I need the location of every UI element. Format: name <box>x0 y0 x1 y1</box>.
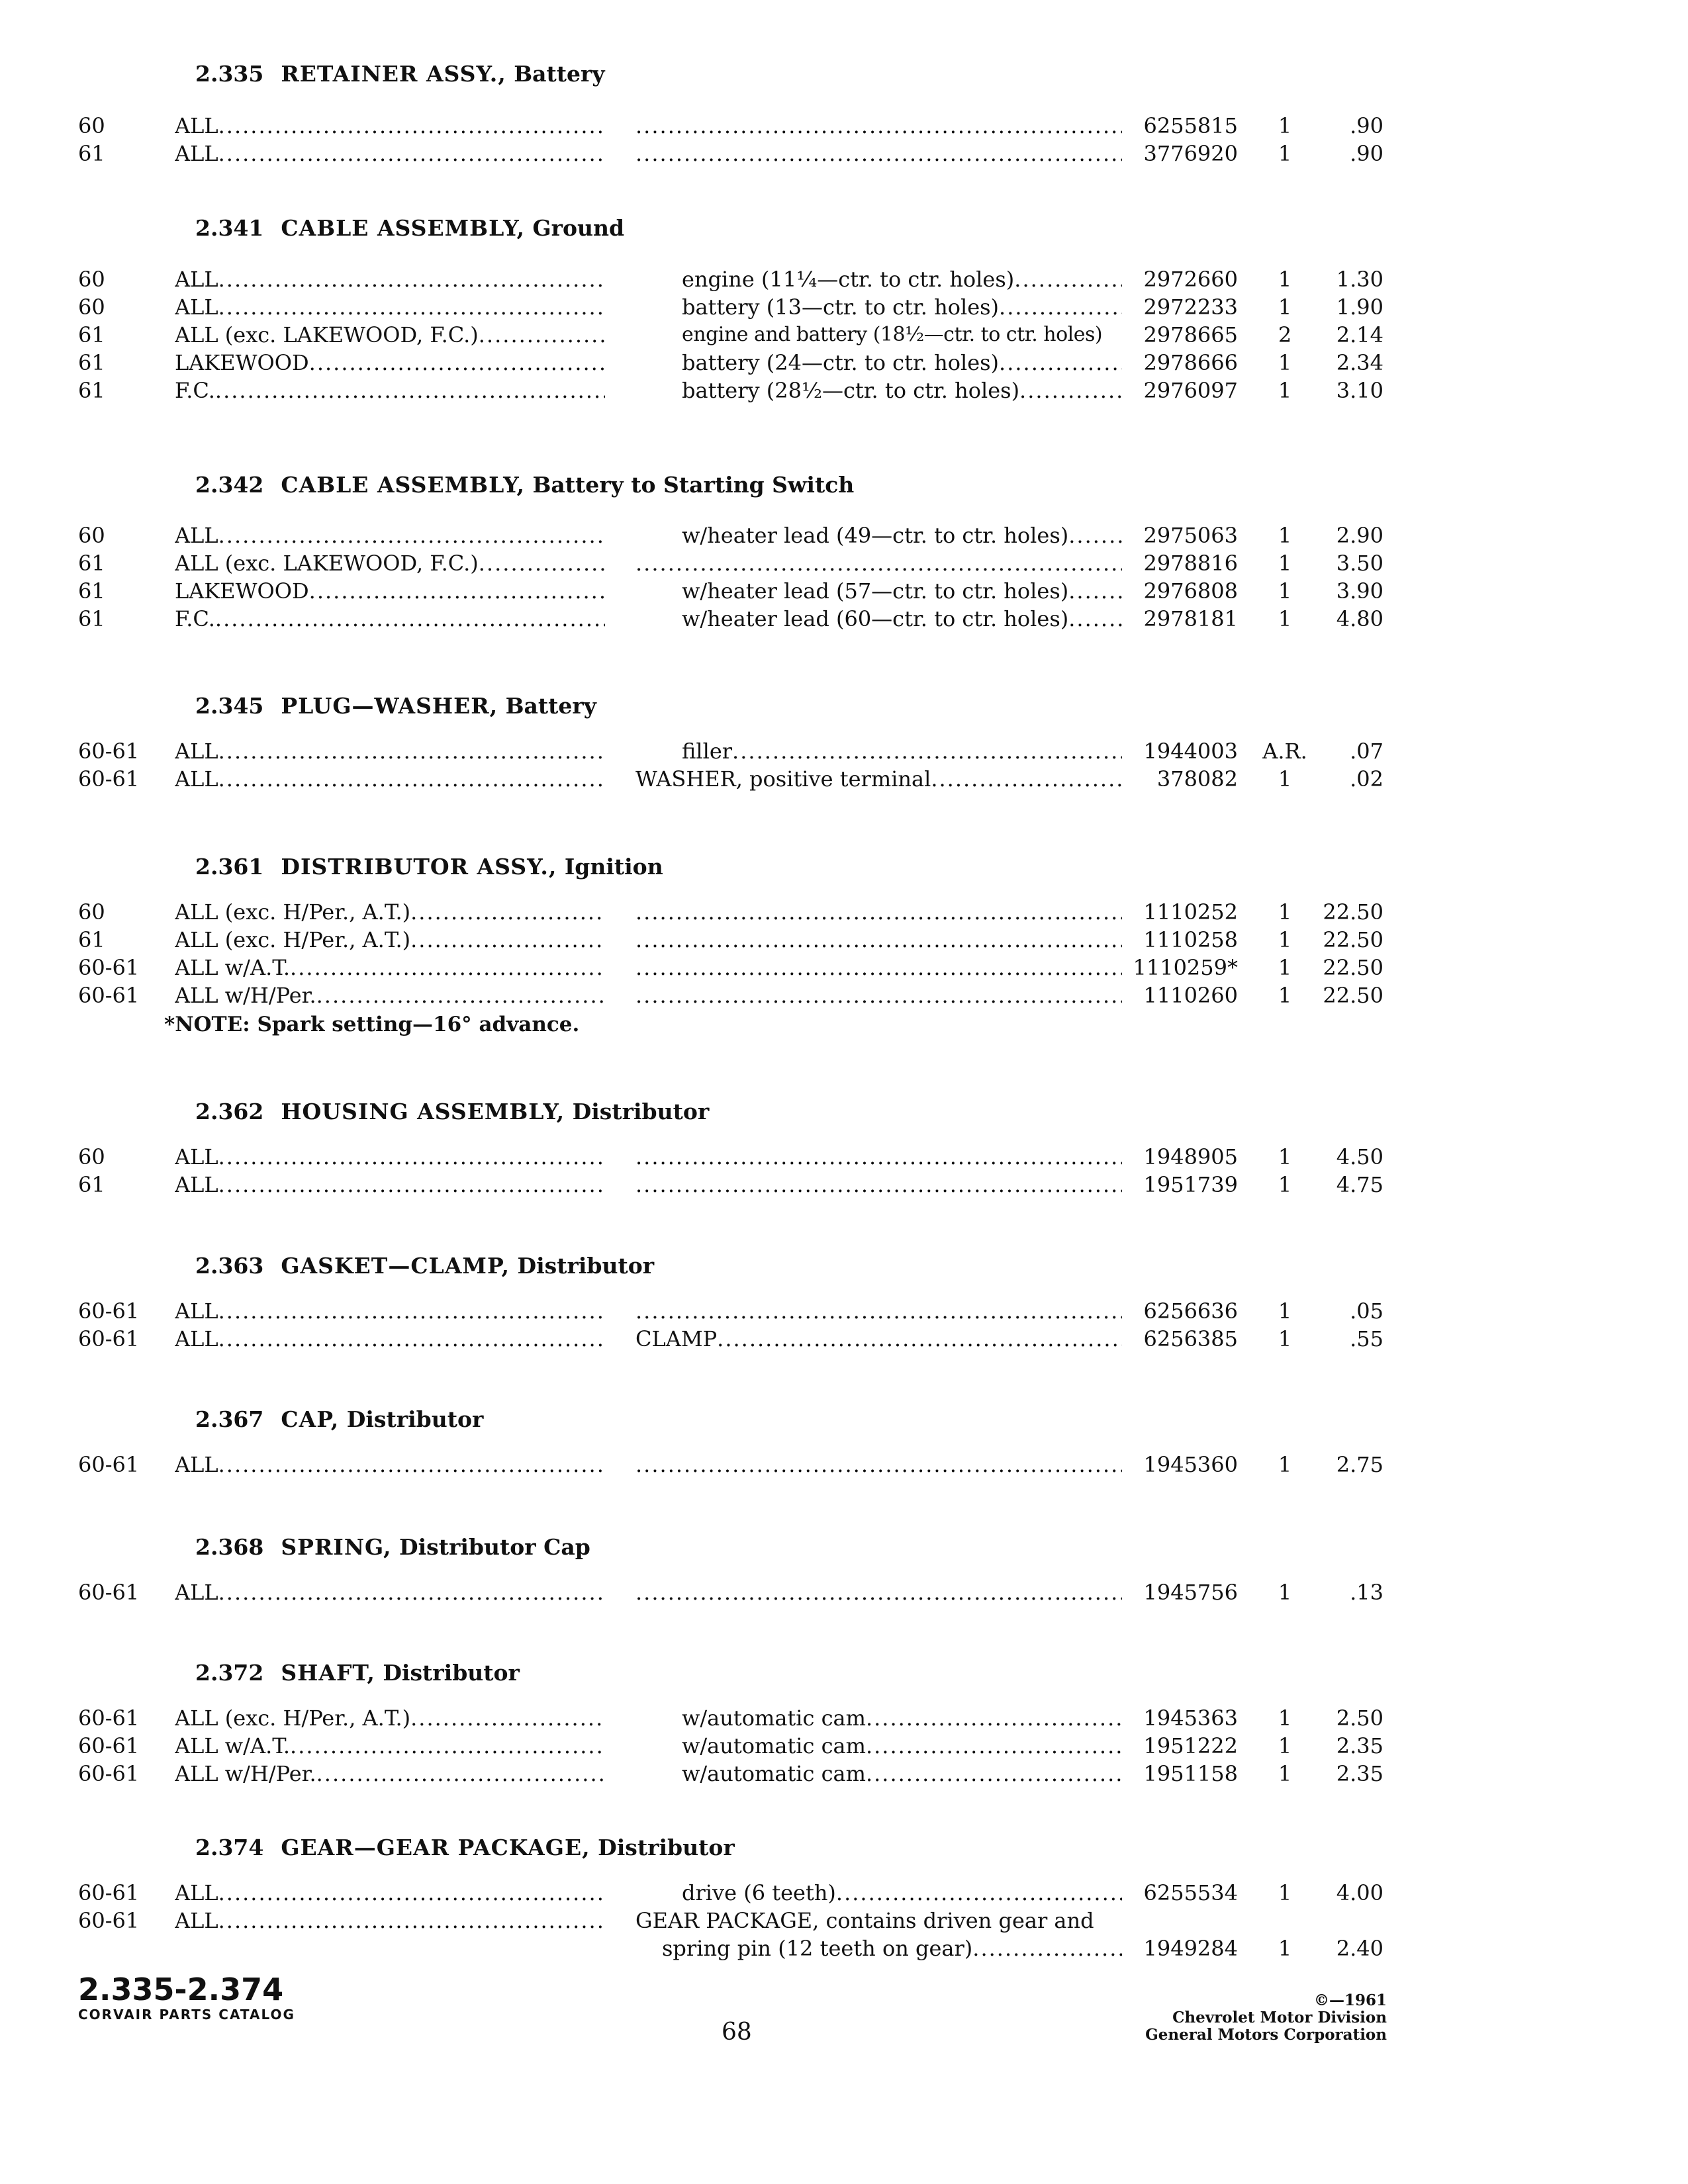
year-cell: 60 <box>78 113 105 138</box>
part-number-cell: 1110259* <box>1133 955 1238 980</box>
quantity-cell: 1 <box>1278 378 1292 403</box>
price-cell: 1.90 <box>1336 295 1383 320</box>
section-number: 2.362 <box>195 1099 264 1124</box>
year-cell: 60-61 <box>78 739 140 764</box>
description-cell: battery (28½—ctr. to ctr. holes) ..... <box>682 376 1122 405</box>
section-number: 2.361 <box>195 854 264 880</box>
quantity-cell: 1 <box>1278 983 1292 1008</box>
section-heading <box>195 472 854 498</box>
year-cell: 61 <box>78 927 105 952</box>
section-title: RETAINER ASSY., <box>281 61 506 87</box>
section-subtitle: Ignition <box>564 854 663 880</box>
description-cell: drive (6 teeth) ..... <box>682 1878 1122 1907</box>
model-cell: ALL (exc. LAKEWOOD, F.C.) ..... <box>175 320 605 349</box>
model-cell: ALL ..... <box>175 764 605 794</box>
footer-publisher <box>1145 1992 1387 2044</box>
description-cell: w/heater lead (57—ctr. to ctr. holes) ..... <box>682 576 1122 606</box>
part-number-cell: 2978816 <box>1143 551 1238 576</box>
price-cell: 22.50 <box>1323 899 1383 925</box>
quantity-cell: 1 <box>1278 350 1292 375</box>
section-number: 2.341 <box>195 215 264 241</box>
description-cell <box>635 925 1122 954</box>
year-cell: 60-61 <box>78 955 140 980</box>
model-cell: F.C. ..... <box>175 604 605 633</box>
part-number-cell: 6255534 <box>1143 1880 1238 1905</box>
quantity-cell: 1 <box>1278 1880 1292 1905</box>
year-cell: 60 <box>78 295 105 320</box>
quantity-cell: 1 <box>1278 1936 1292 1961</box>
description-cell: engine and battery (18½—ctr. to ctr. holes) <box>682 323 1103 346</box>
price-cell: 4.00 <box>1336 1880 1383 1905</box>
model-cell: ALL ..... <box>175 737 605 766</box>
part-number-cell: 2976097 <box>1143 378 1238 403</box>
table-row <box>0 521 1688 550</box>
year-cell: 61 <box>78 606 105 631</box>
section-number: 2.368 <box>195 1534 264 1560</box>
year-cell: 60-61 <box>78 766 140 792</box>
price-cell: 4.50 <box>1336 1144 1383 1169</box>
table-row <box>0 1170 1688 1199</box>
model-cell: ALL ..... <box>175 1450 605 1479</box>
table-row <box>0 549 1688 578</box>
part-number-cell: 3776920 <box>1143 141 1238 166</box>
price-cell: 22.50 <box>1323 955 1383 980</box>
year-cell: 60-61 <box>78 1733 140 1758</box>
table-row <box>0 576 1688 606</box>
part-number-cell: 6255815 <box>1143 113 1238 138</box>
model-cell: ALL (exc. H/Per., A.T.) ..... <box>175 925 605 954</box>
table-row <box>0 139 1688 168</box>
part-number-cell: 378082 <box>1156 766 1238 792</box>
quantity-cell: 1 <box>1278 955 1292 980</box>
part-number-cell: 1951158 <box>1143 1761 1238 1786</box>
quantity-cell: 1 <box>1278 523 1292 548</box>
table-row <box>0 1731 1688 1760</box>
section-heading <box>195 1534 590 1560</box>
quantity-cell: 1 <box>1278 578 1292 604</box>
price-cell: .90 <box>1350 141 1383 166</box>
price-cell: 3.50 <box>1336 551 1383 576</box>
model-cell: ALL ..... <box>175 265 605 294</box>
part-number-cell: 1949284 <box>1143 1936 1238 1961</box>
section-subtitle: Ground <box>532 215 625 241</box>
model-cell: ALL ..... <box>175 1142 605 1171</box>
table-row <box>0 1450 1688 1479</box>
description-cell <box>635 981 1122 1010</box>
description-cell <box>635 1142 1122 1171</box>
part-number-cell: 1951739 <box>1143 1172 1238 1197</box>
price-cell: .55 <box>1350 1326 1383 1351</box>
section-number: 2.374 <box>195 1835 264 1860</box>
model-cell: ALL ..... <box>175 521 605 550</box>
quantity-cell: 1 <box>1278 1298 1292 1324</box>
price-cell: 2.35 <box>1336 1761 1383 1786</box>
table-row <box>0 953 1688 982</box>
year-cell: 61 <box>78 350 105 375</box>
table-row <box>0 320 1688 349</box>
model-cell: ALL w/H/Per. ..... <box>175 1759 605 1788</box>
year-cell: 60-61 <box>78 1706 140 1731</box>
description-cell <box>635 111 1122 140</box>
price-cell: 2.40 <box>1336 1936 1383 1961</box>
description-cell: GEAR PACKAGE, contains driven gear and <box>635 1908 1094 1933</box>
year-cell: 60 <box>78 899 105 925</box>
model-cell: F.C. ..... <box>175 376 605 405</box>
section-subtitle: Distributor <box>598 1835 735 1860</box>
price-cell: 2.50 <box>1336 1706 1383 1731</box>
table-row <box>0 265 1688 294</box>
part-number-cell: 1110258 <box>1143 927 1238 952</box>
description-cell <box>635 953 1122 982</box>
model-cell: ALL ..... <box>175 1906 605 1935</box>
section-number: 2.367 <box>195 1406 264 1432</box>
description-cell: spring pin (12 teeth on gear) ..... <box>662 1934 1122 1963</box>
section-number: 2.335 <box>195 61 264 87</box>
model-cell: ALL (exc. H/Per., A.T.) ..... <box>175 1704 605 1733</box>
section-subtitle: Battery to Starting Switch <box>532 472 855 498</box>
table-row <box>0 737 1688 766</box>
year-cell: 61 <box>78 322 105 347</box>
section-title: CABLE ASSEMBLY, <box>281 215 525 241</box>
quantity-cell: 1 <box>1278 1172 1292 1197</box>
year-cell: 60-61 <box>78 1298 140 1324</box>
part-number-cell: 1110260 <box>1143 983 1238 1008</box>
part-number-cell: 6256636 <box>1143 1298 1238 1324</box>
part-number-cell: 2975063 <box>1143 523 1238 548</box>
description-cell: w/heater lead (49—ctr. to ctr. holes) ..... <box>682 521 1122 550</box>
description-cell: CLAMP ..... <box>635 1324 1122 1353</box>
part-number-cell: 6256385 <box>1143 1326 1238 1351</box>
description-cell <box>635 897 1122 927</box>
section-heading <box>195 1660 520 1686</box>
table-row <box>0 1906 1688 1935</box>
price-cell: 22.50 <box>1323 983 1383 1008</box>
description-cell <box>635 1297 1122 1326</box>
section-number: 2.372 <box>195 1660 264 1686</box>
part-number-cell: 1945360 <box>1143 1452 1238 1477</box>
part-number-cell: 2978666 <box>1143 350 1238 375</box>
section-title: PLUG—WASHER, <box>281 693 498 719</box>
table-row <box>0 1142 1688 1171</box>
year-cell: 60-61 <box>78 1880 140 1905</box>
description-cell: w/heater lead (60—ctr. to ctr. holes) ..... <box>682 604 1122 633</box>
copyright: ©—1961 <box>1313 1991 1387 2009</box>
price-cell: 2.34 <box>1336 350 1383 375</box>
year-cell: 60-61 <box>78 1908 140 1933</box>
section-subtitle: Distributor <box>517 1253 655 1279</box>
year-cell: 60-61 <box>78 1761 140 1786</box>
description-cell: w/automatic cam ..... <box>682 1731 1122 1760</box>
description-cell <box>635 139 1122 168</box>
part-number-cell: 1945756 <box>1143 1580 1238 1605</box>
model-cell: ALL ..... <box>175 111 605 140</box>
year-cell: 60-61 <box>78 1580 140 1605</box>
year-cell: 61 <box>78 1172 105 1197</box>
section-number: 2.342 <box>195 472 264 498</box>
description-cell: engine (11¼—ctr. to ctr. holes) ..... <box>682 265 1122 294</box>
description-cell: w/automatic cam ..... <box>682 1759 1122 1788</box>
section-heading <box>195 693 596 719</box>
table-row <box>0 1878 1688 1907</box>
table-row <box>0 1934 1688 1963</box>
year-cell: 61 <box>78 141 105 166</box>
quantity-cell: 1 <box>1278 141 1292 166</box>
section-heading <box>195 1099 709 1124</box>
table-row <box>0 348 1688 377</box>
table-row <box>0 1578 1688 1607</box>
year-cell: 61 <box>78 551 105 576</box>
table-row <box>0 897 1688 927</box>
year-cell: 61 <box>78 378 105 403</box>
quantity-cell: 1 <box>1278 1761 1292 1786</box>
price-cell: 2.35 <box>1336 1733 1383 1758</box>
section-heading <box>195 215 624 241</box>
description-cell <box>635 549 1122 578</box>
section-number: 2.345 <box>195 693 264 719</box>
quantity-cell: 1 <box>1278 267 1292 292</box>
part-number-cell: 1951222 <box>1143 1733 1238 1758</box>
part-number-cell: 2978181 <box>1143 606 1238 631</box>
table-row <box>0 1297 1688 1326</box>
section-title: DISTRIBUTOR ASSY., <box>281 854 557 880</box>
quantity-cell: 1 <box>1278 1733 1292 1758</box>
quantity-cell: 1 <box>1278 295 1292 320</box>
model-cell: ALL ..... <box>175 293 605 322</box>
section-heading <box>195 1253 654 1279</box>
part-number-cell: 2972660 <box>1143 267 1238 292</box>
quantity-cell: 1 <box>1278 1452 1292 1477</box>
quantity-cell: 1 <box>1278 1580 1292 1605</box>
part-number-cell: 1110252 <box>1143 899 1238 925</box>
price-cell: 2.75 <box>1336 1452 1383 1477</box>
footer-left <box>78 1972 295 2023</box>
price-cell: 3.90 <box>1336 578 1383 604</box>
model-cell: ALL (exc. LAKEWOOD, F.C.) ..... <box>175 549 605 578</box>
table-row <box>0 1704 1688 1733</box>
price-cell: 2.90 <box>1336 523 1383 548</box>
quantity-cell: 1 <box>1278 1144 1292 1169</box>
quantity-cell: 1 <box>1278 766 1292 792</box>
table-row <box>0 1759 1688 1788</box>
catalog-title: CORVAIR PARTS CATALOG <box>78 2007 295 2023</box>
footnote: *NOTE: Spark setting—16° advance. <box>164 1013 580 1036</box>
model-cell: ALL ..... <box>175 1878 605 1907</box>
model-cell: ALL (exc. H/Per., A.T.) ..... <box>175 897 605 927</box>
table-row <box>0 111 1688 140</box>
section-title: SPRING, <box>281 1534 392 1560</box>
section-subtitle: Distributor <box>383 1660 520 1686</box>
table-row <box>0 604 1688 633</box>
model-cell: ALL w/H/Per. ..... <box>175 981 605 1010</box>
table-row <box>0 925 1688 954</box>
quantity-cell: 1 <box>1278 551 1292 576</box>
description-cell: battery (13—ctr. to ctr. holes) ..... <box>682 293 1122 322</box>
model-cell: ALL w/A.T. ..... <box>175 953 605 982</box>
price-cell: .90 <box>1350 113 1383 138</box>
section-title: CAP, <box>281 1406 340 1432</box>
quantity-cell: 1 <box>1278 1326 1292 1351</box>
quantity-cell: 1 <box>1278 1706 1292 1731</box>
section-subtitle: Distributor <box>572 1099 710 1124</box>
model-cell: ALL ..... <box>175 1297 605 1326</box>
price-cell: 1.30 <box>1336 267 1383 292</box>
description-cell: w/automatic cam ..... <box>682 1704 1122 1733</box>
part-number-cell: 1944003 <box>1143 739 1238 764</box>
quantity-cell: 1 <box>1278 927 1292 952</box>
section-title: CABLE ASSEMBLY, <box>281 472 525 498</box>
model-cell: LAKEWOOD ..... <box>175 576 605 606</box>
section-title: SHAFT, <box>281 1660 375 1686</box>
page-number: 68 <box>722 2019 752 2046</box>
price-cell: 4.75 <box>1336 1172 1383 1197</box>
price-cell: 4.80 <box>1336 606 1383 631</box>
section-subtitle: Battery <box>505 693 596 719</box>
description-cell <box>635 1578 1122 1607</box>
table-row <box>0 764 1688 794</box>
price-cell: .05 <box>1350 1298 1383 1324</box>
section-range: 2.335-2.374 <box>78 1972 284 2007</box>
table-row <box>0 1324 1688 1353</box>
part-number-cell: 2972233 <box>1143 295 1238 320</box>
section-heading <box>195 1835 735 1860</box>
year-cell: 61 <box>78 578 105 604</box>
part-number-cell: 2978665 <box>1143 322 1238 347</box>
section-title: GEAR—GEAR PACKAGE, <box>281 1835 590 1860</box>
year-cell: 60 <box>78 267 105 292</box>
section-subtitle: Distributor Cap <box>399 1534 590 1560</box>
part-number-cell: 1948905 <box>1143 1144 1238 1169</box>
price-cell: 22.50 <box>1323 927 1383 952</box>
model-cell: ALL ..... <box>175 139 605 168</box>
description-cell: battery (24—ctr. to ctr. holes) ..... <box>682 348 1122 377</box>
price-cell: .13 <box>1350 1580 1383 1605</box>
section-subtitle: Distributor <box>346 1406 484 1432</box>
table-row <box>0 293 1688 322</box>
year-cell: 60-61 <box>78 1452 140 1477</box>
section-number: 2.363 <box>195 1253 264 1279</box>
section-title: HOUSING ASSEMBLY, <box>281 1099 565 1124</box>
year-cell: 60 <box>78 1144 105 1169</box>
quantity-cell: 1 <box>1278 606 1292 631</box>
description-cell: WASHER, positive terminal ..... <box>635 764 1122 794</box>
year-cell: 60-61 <box>78 1326 140 1351</box>
quantity-cell: 1 <box>1278 899 1292 925</box>
description-cell <box>635 1170 1122 1199</box>
model-cell: ALL w/A.T. ..... <box>175 1731 605 1760</box>
price-cell: 3.10 <box>1336 378 1383 403</box>
section-heading <box>195 61 605 87</box>
quantity-cell: 2 <box>1278 322 1292 347</box>
part-number-cell: 2976808 <box>1143 578 1238 604</box>
section-heading <box>195 1406 483 1432</box>
description-cell <box>635 1450 1122 1479</box>
model-cell: ALL ..... <box>175 1170 605 1199</box>
division: Chevrolet Motor Division <box>1172 2009 1387 2026</box>
section-subtitle: Battery <box>514 61 605 87</box>
description-cell: filler ..... <box>682 737 1122 766</box>
year-cell: 60 <box>78 523 105 548</box>
corporation: General Motors Corporation <box>1145 2026 1387 2044</box>
model-cell: ALL ..... <box>175 1578 605 1607</box>
part-number-cell: 1945363 <box>1143 1706 1238 1731</box>
table-row <box>0 981 1688 1010</box>
quantity-cell: A.R. <box>1262 739 1307 764</box>
section-title: GASKET—CLAMP, <box>281 1253 510 1279</box>
model-cell: ALL ..... <box>175 1324 605 1353</box>
table-row <box>0 376 1688 405</box>
price-cell: .02 <box>1350 766 1383 792</box>
model-cell: LAKEWOOD ..... <box>175 348 605 377</box>
price-cell: 2.14 <box>1336 322 1383 347</box>
quantity-cell: 1 <box>1278 113 1292 138</box>
section-heading <box>195 854 663 880</box>
year-cell: 60-61 <box>78 983 140 1008</box>
price-cell: .07 <box>1350 739 1383 764</box>
